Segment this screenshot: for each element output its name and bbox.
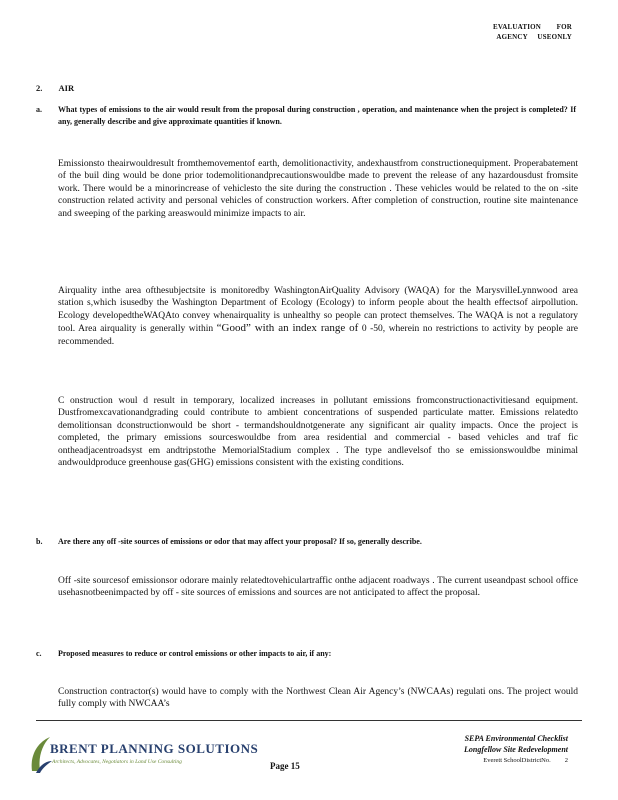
question-c [36,648,576,660]
answer-a-paragraph-2 [58,285,578,348]
footer-divider [36,720,582,721]
company-logo [28,735,259,779]
agency-use-label: AGENCY USEONLY [496,33,572,41]
question-b-label: b. [36,537,43,546]
logo-tagline: Architects, Advocates, Negotiators in Land Use Consulting [52,759,182,765]
agency-use-header [493,22,572,42]
question-b [36,536,576,548]
footer-district [378,755,568,766]
answer-c-paragraph-1: Construction contractor(s) would have to comply with the Northwest Clean Air Agency’s (NWCAAs) regulati ons. The project would fully comply with NWCAA’s [58,687,578,710]
section-title: AIR [58,83,75,93]
question-c-label: c. [36,649,42,658]
page-number: Page 15 [270,761,300,771]
question-a-text: What types of emissions to the air would result from the proposal during construction , operation, and maintenance when the project is completed? If any, generally describe and give approximate quantities if known. [58,105,576,126]
answer-a-p2-start: Airquality inthe area ofthesubjectsite is monitoredby WashingtonAirQuality Advisory (WAQA) for the MarysvilleLynnwood area station s,which isusedby the Washington Department of Ecology (Ecology) to inform people about the health effectsof airpollution. Ecology developedtheWAQAto convey whenairquality is unhealthy so people can protect themselves. The WAQA is not a regulatory tool. Area airquality is generally within [58,286,578,335]
footer-district-number: 2 [564,757,568,764]
evaluation-label: EVALUATION FOR [492,23,572,31]
answer-a-paragraph-3: C onstruction woul d result in temporary, localized increases in pollutant emissions fromconstructionactivitiesand equipment. Dustfromexcavationandgrading could contribute to ambient concentrations of suspended particulate matter. Emissions relatedto demolitionsan dconstructionwould be short - termandshouldnotgenerate any significant air quality impacts. Once the project is completed, the primary emissions sourceswouldbe from area residential and commercial - based vehicles and traf fic ontheadjacentroadsyst em andtripstothe MemorialStadium complex . The type andlevelsof tho se emissionswouldbe minimal andwouldproduce greenhouse gas(GHG) emissions consistent with the existing conditions. [58,396,578,469]
logo-name: BRENT PLANNING SOLUTIONS [50,741,259,756]
answer-a-paragraph-1: Emissionsto theairwouldresult fromthemovementof earth, demolitionactivity, andexhaustfrom constructionequipment. Properabatement of the buil ding would be done prior todemolitionandprecautionswouldbe made to prevent the release of any hazardousdust fromsite work. There would be a minorincrease of vehiclesto the site during the construction . These vehicles would be related to the on -site construction related activity and personal vehicles of construction workers. After completion of construction, routine site maintenance and sweeping of the parking areaswould minimize impacts to air. [58,159,578,219]
answer-b-paragraph-1: Off -site sourcesof emissionsor odorare mainly relatedtovehiculartraffic onthe adjacent roadways . The current useandpast school office usehasnotbeenimpacted by off - site sources of emissions and sources are not anticipated to affect the proposal. [58,576,578,599]
footer-project-title: Longfellow Site Redevelopment [464,745,568,754]
question-b-text: Are there any off -site sources of emissions or odor that may affect your proposal? If so, generally describe. [58,537,422,546]
question-a [36,104,576,128]
footer-checklist-title: SEPA Environmental Checklist [464,734,568,743]
section-heading [36,83,74,93]
good-index-range: “Good” with an index range of [216,322,359,335]
answer-a-p2-end: 0 -50, wherein no restrictions to activity by people are recommended. [58,324,578,347]
question-c-text: Proposed measures to reduce or control emissions or other impacts to air, if any: [58,649,332,658]
footer-document-info [378,733,568,766]
section-number: 2. [36,83,43,93]
question-a-label: a. [36,105,42,114]
footer-district-name: Everett SchoolDistrictNo. [483,757,551,764]
